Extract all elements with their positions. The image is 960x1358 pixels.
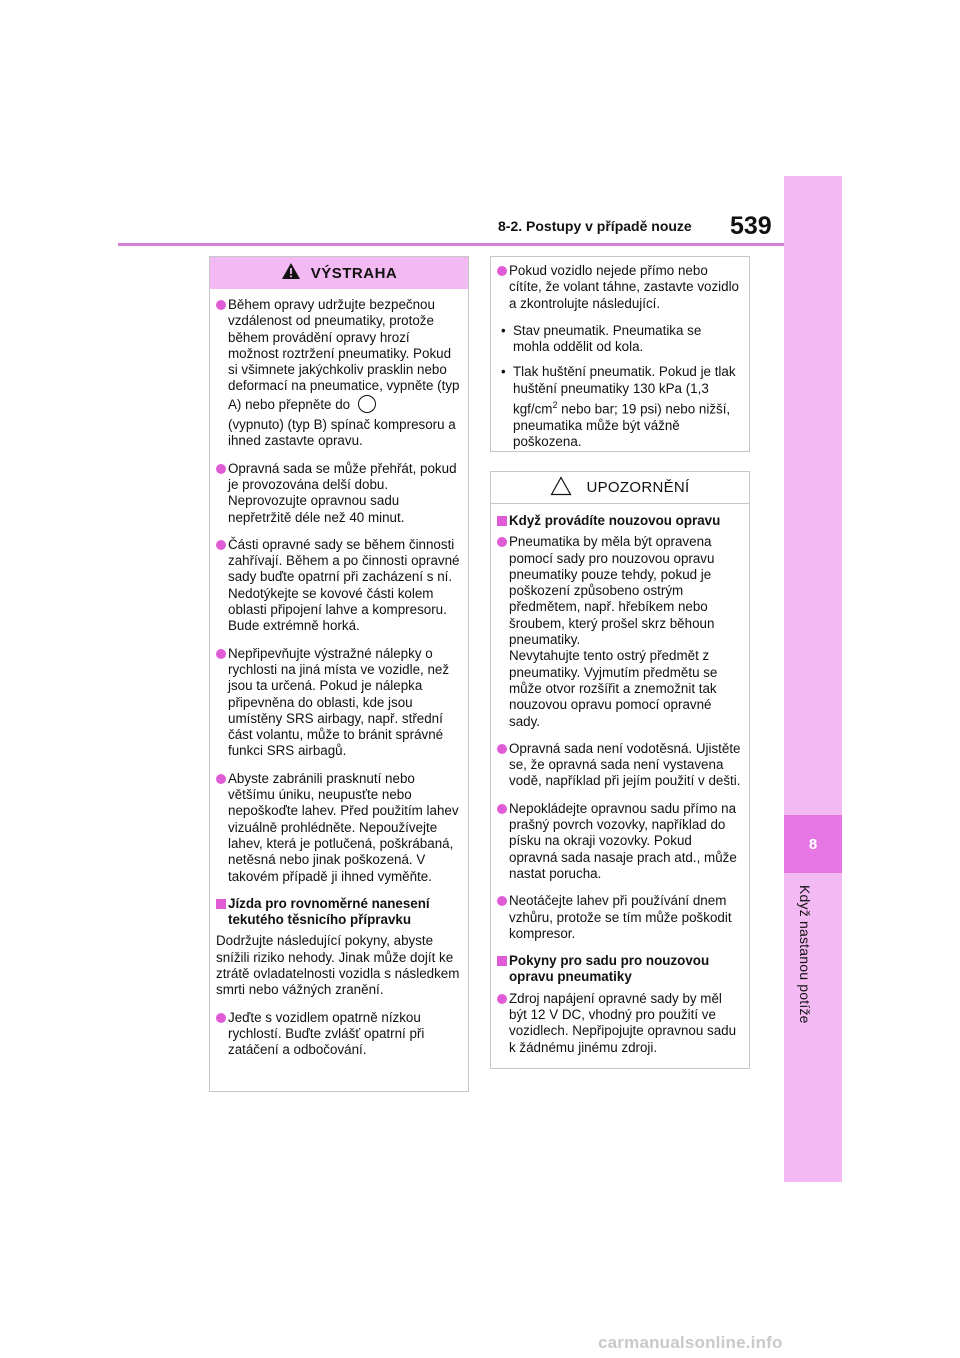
warning-header <box>210 257 468 289</box>
caution-title: UPOZORNĚNÍ <box>586 479 690 496</box>
bullet-dot-icon <box>497 266 507 276</box>
section-title: 8-2. Postupy v případě nouze <box>498 218 692 234</box>
check-item: • Stav pneumatik. Pneumatika se mohla oddělit od kola. <box>501 322 702 355</box>
check-item: • Tlak huštění pneumatik. Pokud je tlak huštění pneumatiky 130 kPa (1,3 kgf/$cm^2$ nebo bar; 19 psi) nebo nižší, pneumatika může být vážně poškozena. <box>501 364 736 450</box>
caution-item: Opravná sada není vodotěsná. Ujistěte se, že opravná sada není vystavena vodě, například při jejím použití v dešti. <box>497 741 741 790</box>
power-off-icon <box>358 395 376 413</box>
warning-item-text: Během opravy udržujte bezpečnou vzdálenost od pneumatiky, protože během provádění opravy hrozí možnost roztržení pneumatiky. Pokud si všimnete jakýchkoliv prasklin nebo deformací na pneumatice, vypněte (typ A) nebo přepněte do <box>228 297 460 412</box>
warning-item-text: Části opravné sady se během činnosti zahřívají. Během a po činnosti opravné sady buďte opatrní při zacházení s ní. Nedotýkejte se kovové části kolem oblasti připojení lahve a kompresoru. Bude extrémně horká. <box>228 536 460 634</box>
warning-item <box>216 646 460 760</box>
warning-item-cont <box>216 417 460 450</box>
bullet-dot-icon <box>497 744 507 754</box>
page-number: 539 <box>730 212 772 240</box>
caution-heading: Když provádíte nouzovou opravu <box>497 513 741 529</box>
bullet-dot-icon <box>497 994 507 1004</box>
warning-item-text: (vypnuto) (typ B) spínač kompresoru a ihned zastavte opravu. <box>228 417 456 449</box>
bullet-dot-icon <box>216 1013 226 1023</box>
bullet-dot-icon <box>216 540 226 550</box>
bullet-dot-icon <box>497 804 507 814</box>
warning-item-text: Opravná sada se může přehřát, pokud je provozována delší dobu. Neprovozujte opravnou sadu nepřetržitě déle než 40 minut. <box>228 460 457 525</box>
bullet-dot-icon <box>216 300 226 310</box>
warning-item <box>216 537 460 635</box>
warning-title: VÝSTRAHA <box>310 264 398 282</box>
caution-item: Pneumatika by měla být opravena pomocí sady pro nouzovou opravu pneumatiky pouze tehdy, pokud je poškození způsobeno ostrým předmětem, např. hřebíkem nebo šroubem, který prošel skrz běhoun pneumatiky. Nevytahujte tento ostrý předmět z pneumatiky. Vyjmutím předmětu se může otvor rozšířit a znemožnit tak nouzovou opravu pomocí opravné sady. <box>497 534 741 730</box>
warning-paragraph: Dodržujte následující pokyny, abyste snížili riziko nehody. Jinak může dojít ke ztrátě ovladatelnosti vozidla s následkem smrti nebo vážných zranění. <box>216 933 460 998</box>
caution-triangle-icon <box>550 476 572 500</box>
caution-item: Zdroj napájení opravné sady by měl být 12 V DC, vhodný pro použití ve vozidlech. Nepřipojujte opravnou sadu k žádnému jinému zdroji. <box>497 991 741 1056</box>
caution-header <box>491 472 749 504</box>
warning-item <box>216 297 460 413</box>
bullet-dot-icon <box>216 464 226 474</box>
bullet-small-icon: • <box>501 322 506 338</box>
bullet-dot-icon <box>216 774 226 784</box>
warning-item-text: Nepřipevňujte výstražné nálepky o rychlosti na jiná místa ve vozidle, než jsou ta určená. Pokud je nálepka připevněna do oblasti, kde jsou umístěny SRS airbagy, např. střední část volantu, může to bránit správné funkci SRS airbagů. <box>228 645 450 759</box>
warning-item <box>497 263 741 312</box>
caution-heading: Pokyny pro sadu pro nouzovou opravu pneumatiky <box>497 953 741 986</box>
chapter-title: Když nastanou potíže <box>797 885 813 1024</box>
chapter-side-tab <box>784 176 842 1182</box>
bullet-small-icon: • <box>501 364 506 380</box>
warning-box <box>209 256 469 1092</box>
caution-item: Neotáčejte lahev při používání dnem vzhůru, protože se tím může poškodit kompresor. <box>497 893 741 942</box>
warning-item-text: Jeďte s vozidlem opatrně nízkou rychlostí. Buďte zvlášť opatrní při zatáčení a odbočování. <box>228 1009 425 1058</box>
bullet-dot-icon <box>497 537 507 547</box>
warning-subheading: Jízda pro rovnoměrné nanesení tekutého těsnicího přípravku <box>216 896 460 929</box>
bullet-dot-icon <box>216 649 226 659</box>
warning-item-text: Abyste zabránili prasknutí nebo většímu úniku, neupusťte nebo nepoškoďte lahev. Před použitím lahev vizuálně prohlédněte. Nepoužívejte lahev, která je potlučená, poškrábaná, netěsná nebo jinak poškozená. V takovém případě ji ihned vyměňte. <box>228 770 459 884</box>
warning-item <box>216 461 460 526</box>
caution-box <box>490 471 750 1069</box>
bullet-square-icon <box>216 899 226 909</box>
caution-item: Nepokládejte opravnou sadu přímo na prašný povrch vozovky, například do písku na okraji vozovky. Pokud opravná sada nasaje prach atd., může nastat porucha. <box>497 801 741 882</box>
bullet-square-icon <box>497 516 507 526</box>
watermark: carmanualsonline.info <box>598 1333 783 1352</box>
warning-box-continued <box>490 256 750 452</box>
header-rule <box>118 243 784 246</box>
warning-item <box>216 771 460 885</box>
warning-item-text: Pokud vozidlo nejede přímo nebo cítíte, že volant táhne, zastavte vozidlo a zkontrolujte následující. <box>509 263 740 311</box>
warning-triangle-icon <box>281 262 301 284</box>
warning-item <box>216 1010 460 1059</box>
bullet-square-icon <box>497 956 507 966</box>
bullet-dot-icon <box>497 896 507 906</box>
chapter-number: 8 <box>784 815 842 873</box>
